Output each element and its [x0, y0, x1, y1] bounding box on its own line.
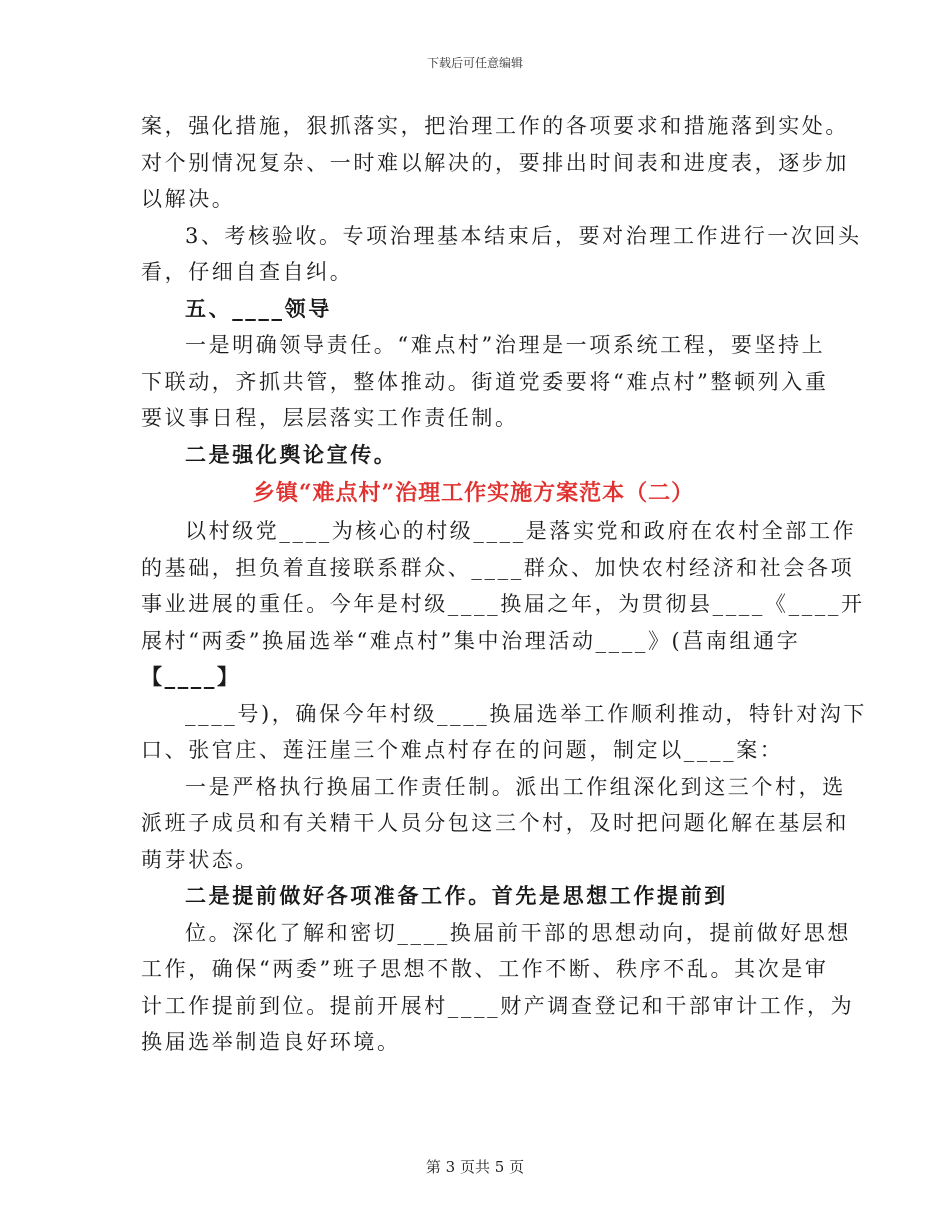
- paragraph-line: 对个别情况复杂、一时难以解决的，要排出时间表和进度表，逐步加: [141, 150, 849, 175]
- paragraph-line: 一是明确领导责任。“难点村”治理是一项系统工程，要坚持上: [185, 333, 826, 357]
- subheading-line: 二是强化舆论宣传。: [185, 441, 398, 467]
- paragraph-line: 一是严格执行换届工作责任制。派出工作组深化到这三个村，选: [185, 774, 846, 799]
- page-header-note: 下载后可任意编辑: [426, 56, 523, 70]
- document-body: [141, 108, 867, 1061]
- subheading-line: 二是提前做好各项准备工作。首先是思想工作提前到: [185, 883, 728, 908]
- paragraph-line: 3、考核验收。专项治理基本结束后，要对治理工作进行一次回头: [185, 223, 862, 248]
- paragraph-line: 换届选举制造良好环境。: [141, 1030, 401, 1054]
- paragraph-line: 展村“两委”换届选举“难点村”集中治理活动____》(莒南组通字: [141, 628, 801, 653]
- paragraph-line: 看，仔细自查自纠。: [141, 260, 354, 284]
- paragraph-line: 派班子成员和有关精干人员分包这三个村，及时把问题化解在基层和: [141, 811, 849, 835]
- document-title: 乡镇“难点村”治理工作实施方案范本（二）: [252, 480, 695, 506]
- paragraph-line: 萌芽状态。: [141, 847, 259, 872]
- paragraph-line: 下联动，齐抓共管，整体推动。街道党委要将“难点村”整顿列入重: [141, 369, 829, 394]
- paragraph-line: 以村级党____为核心的村级____是落实党和政府在农村全部工作: [185, 519, 857, 543]
- paragraph-line: 位。深化了解和密切____换届前干部的思想动向，提前做好思想: [185, 920, 851, 945]
- section-heading: 五、____领导: [185, 295, 332, 321]
- paragraph-line: 【____】: [141, 664, 241, 689]
- paragraph-line: 以解决。: [141, 187, 236, 211]
- paragraph-line: ____号)，确保今年村级____换届选举工作顺利推动，特针对沟下: [185, 701, 867, 726]
- page-footer: 第 3 页共 5 页: [425, 1158, 525, 1176]
- paragraph-line: 案，强化措施，狠抓落实，把治理工作的各项要求和措施落到实处。: [141, 114, 849, 138]
- paragraph-line: 工作，确保“两委”班子思想不散、工作不断、秩序不乱。其次是审: [141, 957, 829, 981]
- paragraph-line: 事业进展的重任。今年是村级____换届之年，为贯彻县____《____开: [141, 592, 865, 616]
- paragraph-line: 的基础，担负着直接联系群众、____群众、加快农村经济和社会各项: [141, 555, 855, 580]
- paragraph-line: 要议事日程，层层落实工作责任制。: [141, 406, 519, 430]
- paragraph-line: 口、张官庄、莲汪崖三个难点村存在的问题，制定以____案：: [141, 738, 784, 762]
- paragraph-line: 计工作提前到位。提前开展村____财产调查登记和干部审计工作，为: [141, 993, 855, 1018]
